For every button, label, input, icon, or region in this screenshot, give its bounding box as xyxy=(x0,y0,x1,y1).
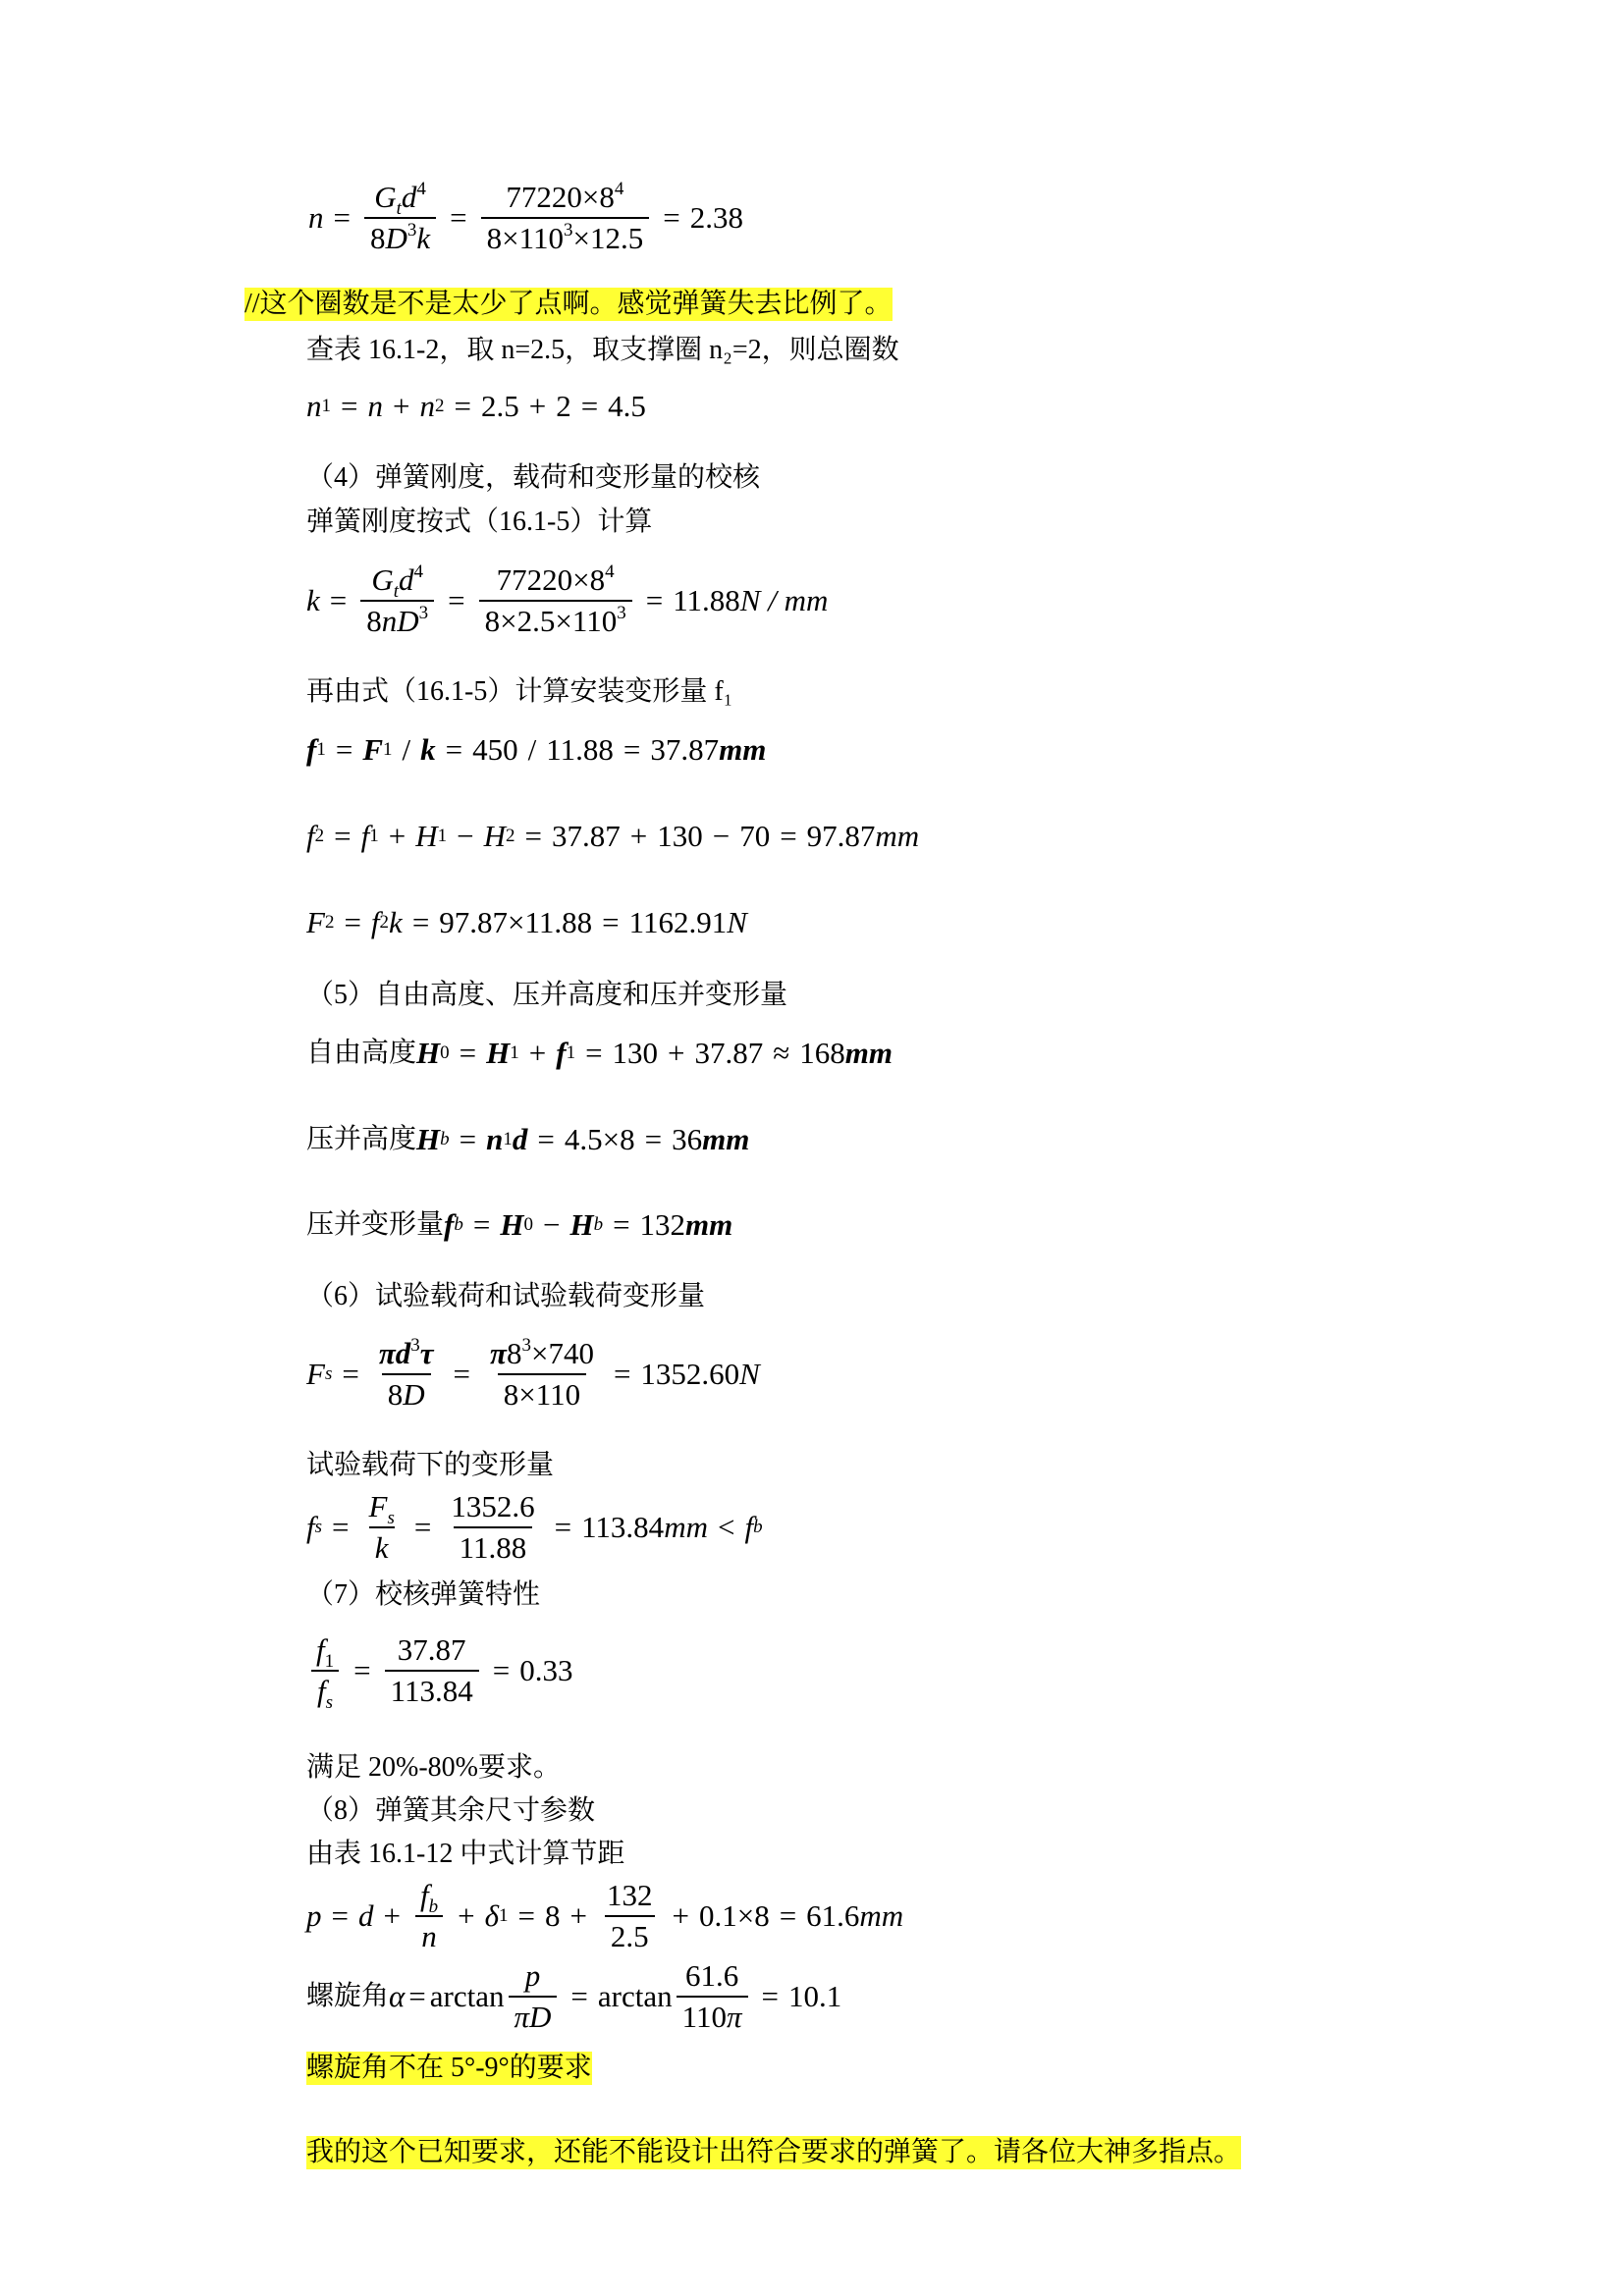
satisfy-text: 满足 20%-80%要求。 xyxy=(306,1752,561,1783)
coil-count-equation: n = $\frac{G_td^4}{8D^3k}$ = $\frac{77220\times 8^4}{8\times 110^3\times 12.5}$ = 2.38 xyxy=(308,179,743,256)
step4-heading: （4）弹簧刚度，载荷和变形量的校核 xyxy=(306,462,761,493)
working-deflection-equation: f 2 = f 1 + H 1 − H 2 = 37.87 + 130 − 70 = 97.87 mm xyxy=(306,819,920,853)
deflection-intro-text: 再由式（16.1-5）计算安装变形量 f₁ xyxy=(306,676,733,707)
helix-angle-equation: 螺旋角 α = arctan $\frac{p}{\pi D}$ = arctan $\frac{61.6}{110\pi}$ = 10.1 xyxy=(306,1958,842,2035)
table-lookup-text: 查表 16.1-2，取 n=2.5，取支撑圈 n₂=2，则总圈数 xyxy=(306,335,899,365)
test-deflection-text: 试验载荷下的变形量 xyxy=(306,1450,555,1480)
step5-heading: （5）自由高度、压并高度和压并变形量 xyxy=(306,980,788,1010)
total-coils-equation: n 1 = n + n 2 = 2.5 + 2 = 4.5 xyxy=(306,389,646,423)
stiffness-formula-text: 弹簧刚度按式（16.1-5）计算 xyxy=(306,507,653,537)
solid-height-equation: 压并高度 H b = n 1 d = 4.5 × 8 = 36 mm xyxy=(306,1122,750,1156)
pitch-intro-text: 由表 16.1-12 中式计算节距 xyxy=(306,1839,625,1869)
helix-angle-comment: 螺旋角不在 5°-9°的要求 xyxy=(306,2053,592,2083)
coil-count-comment: //这个圈数是不是太少了点啊。感觉弹簧失去比例了。 xyxy=(244,289,893,319)
spring-ratio-equation: $\frac{f_1}{f_s}$ = $\frac{37.87}{113.84}$ = 0.33 xyxy=(306,1633,572,1708)
working-load-equation: F 2 = f 2 k = 97.87 × 11.88 = 1162.91 N xyxy=(306,905,747,939)
step8-heading: （8）弹簧其余尺寸参数 xyxy=(306,1795,596,1826)
step6-heading: （6）试验载荷和试验载荷变形量 xyxy=(306,1281,706,1311)
test-load-equation: F s = $\frac{\pi d^3\tau}{8D}$ = $\frac{\pi 8^3\times 740}{8\times 110}$ = 1352.60 N xyxy=(306,1335,760,1413)
solid-deflection-equation: 压并变形量 f b = H 0 − H b = 132 mm xyxy=(306,1207,733,1242)
stiffness-equation: k = $\frac{G_td^4}{8nD^3}$ = $\frac{77220\times 8^4}{8\times 2.5\times 110^3}$ = 11.88 N / mm xyxy=(306,561,829,639)
step7-heading: （7）校核弹簧特性 xyxy=(306,1579,541,1610)
pitch-equation: p = d + $\frac{f_b}{n}$ + δ 1 = 8 + $\frac{132}{2.5}$ + 0.1 × 8 = 61.6 mm xyxy=(306,1878,904,1954)
test-deflection-equation: f s = $\frac{F_s}{k}$ = $\frac{1352.6}{11.88}$ = 113.84 mm < f b xyxy=(306,1489,763,1566)
closing-comment: 我的这个已知要求，还能不能设计出符合要求的弹簧了。请各位大神多指点。 xyxy=(306,2137,1242,2167)
install-deflection-equation: f 1 = F 1 / k = 450 / 11.88 = 37.87 mm xyxy=(306,732,767,767)
free-height-equation: 自由高度 H 0 = H 1 + f 1 = 130 + 37.87 ≈ 168 mm xyxy=(306,1036,893,1070)
